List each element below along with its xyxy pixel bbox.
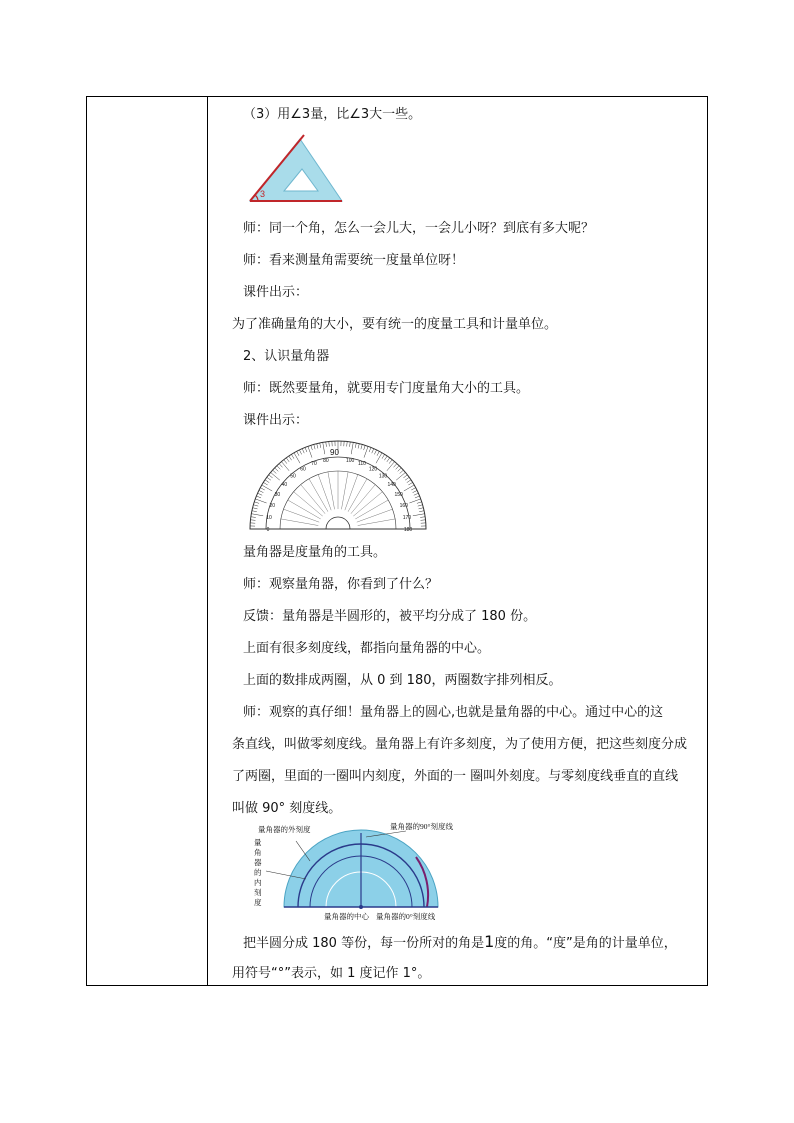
text-line-14: 师：观察的真仔细！量角器上的圆心,也就是量角器的中心。通过中心的这 xyxy=(243,705,664,720)
protractor-tick xyxy=(372,449,374,454)
text-line-8: 课件出示： xyxy=(243,413,309,428)
text-line-1: （3）用∠3量，比∠3大一些。 xyxy=(243,107,422,122)
protractor-tick xyxy=(403,475,407,478)
protractor-tick xyxy=(305,447,307,452)
protractor-tick xyxy=(297,451,299,455)
protractor-tick xyxy=(351,442,353,454)
protractor-tick xyxy=(314,444,315,449)
center-label: 量角器的中心 xyxy=(324,912,369,921)
protractor-tick xyxy=(398,468,402,471)
protractor-tick xyxy=(323,442,325,454)
protractor-tick xyxy=(317,444,318,449)
protractor-ray xyxy=(348,479,367,512)
protractor-tick xyxy=(253,508,258,509)
labeled-protractor-figure xyxy=(236,821,486,927)
protractor-scale-label: 160 xyxy=(399,503,408,510)
protractor-tick xyxy=(251,514,263,516)
protractor-tick xyxy=(409,499,420,503)
protractor-tick xyxy=(320,443,321,448)
protractor-tick xyxy=(364,445,366,450)
protractor-tick xyxy=(404,485,414,491)
protractor-tick xyxy=(369,447,371,452)
protractor-center-arc xyxy=(326,517,350,529)
text-line-15: 条直线，叫做零刻度线。量角器上有许多刻度，为了使用方便，把这些刻度分成 xyxy=(232,737,688,752)
inner-scale-char: 的 xyxy=(254,868,262,877)
text-line-3: 师：看来测量角需要统一度量单位呀！ xyxy=(243,253,465,268)
inner-scale-char: 刻 xyxy=(254,888,262,897)
text-line-9: 量角器是度量角的工具。 xyxy=(243,545,387,560)
protractor-figure xyxy=(246,433,430,533)
protractor-tick xyxy=(394,464,397,468)
text-line-7: 师：既然要量角，就要用专门度量角大小的工具。 xyxy=(243,381,530,396)
text-line-18a: 把半圆分成 180 等份，每一份所对的角是 xyxy=(243,936,485,951)
protractor-tick xyxy=(347,441,348,446)
protractor-tick xyxy=(361,444,362,449)
protractor-tick xyxy=(275,468,279,471)
text-line-16: 了两圈，里面的一圈叫内刻度，外面的一 圈叫外刻度。与零刻度线垂直的直线 xyxy=(232,769,679,784)
protractor-tick xyxy=(258,493,263,495)
protractor-scale-label: 140 xyxy=(387,482,396,489)
text-line-10: 师：观察量角器，你看到了什么？ xyxy=(243,577,439,592)
text-line-12: 上面有很多刻度线，都指向量角器的中心。 xyxy=(243,641,491,656)
center-point xyxy=(359,905,363,909)
protractor-scale-label: 110 xyxy=(357,461,366,468)
protractor-scale-label: 50 xyxy=(290,473,296,480)
protractor-scale-label: 100 xyxy=(345,458,355,465)
outer-scale-label: 量角器的外刻度 xyxy=(258,825,311,834)
protractor-scale-label: 70 xyxy=(311,461,317,468)
inner-scale-char: 器 xyxy=(254,858,262,867)
protractor-tick xyxy=(311,445,313,450)
protractor-tick xyxy=(387,458,390,462)
protractor-tick xyxy=(358,444,359,449)
protractor-scale-label: 10 xyxy=(266,514,272,521)
inner-scale-char: 角 xyxy=(254,848,262,857)
protractor-scale-label: 60 xyxy=(300,466,306,473)
protractor-scale-label: 150 xyxy=(394,492,403,498)
protractor-tick xyxy=(374,450,376,454)
content-cell xyxy=(208,97,707,985)
protractor-tick xyxy=(259,490,263,492)
text-line-18 xyxy=(243,934,677,952)
protractor-tick xyxy=(294,453,300,463)
inner-scale-char: 度 xyxy=(254,898,262,907)
protractor-tick xyxy=(329,441,330,446)
text-line-13: 上面的数排成两圈，从 0 到 180，两圈数字排列相反。 xyxy=(243,673,562,688)
protractor-scale-label: 20 xyxy=(269,503,276,510)
protractor-tick xyxy=(281,462,289,471)
angle-label: 3 xyxy=(260,189,266,199)
protractor-tick xyxy=(255,499,266,503)
protractor-tick xyxy=(420,517,425,518)
protractor-tick xyxy=(396,472,405,480)
text-line-2: 师：同一个角，怎么一会儿大，一会儿小呀？到底有多大呢？ xyxy=(243,221,595,236)
protractor-tick xyxy=(419,511,424,512)
protractor-tick xyxy=(355,443,356,448)
protractor-scale-label: 120 xyxy=(368,466,378,473)
protractor-ray xyxy=(353,492,382,516)
protractor-tick xyxy=(387,462,395,471)
protractor-tick xyxy=(269,475,273,478)
protractor-ray xyxy=(355,500,388,519)
protractor-ray xyxy=(294,492,323,516)
protractor-tick xyxy=(389,460,392,464)
protractor-tick xyxy=(414,493,419,495)
protractor-tick xyxy=(279,464,282,468)
protractor-tick xyxy=(407,480,411,483)
protractor-tick xyxy=(260,488,264,490)
set-square-figure xyxy=(246,133,346,205)
protractor-ray xyxy=(309,479,328,512)
protractor-scale-label: 180 xyxy=(403,527,413,533)
protractor-ray xyxy=(288,500,321,519)
inner-scale-char: 量 xyxy=(254,838,262,847)
protractor-tick xyxy=(253,505,258,506)
protractor-tick xyxy=(405,477,409,480)
lesson-table xyxy=(86,96,708,986)
protractor-tick xyxy=(273,470,277,473)
zero-line-label: 量角器的0°刻度线 xyxy=(376,912,436,921)
protractor-tick xyxy=(326,442,327,447)
protractor-tick xyxy=(267,477,271,480)
protractor-tick xyxy=(256,496,261,498)
inner-scale-label xyxy=(254,837,262,907)
text-line-18b: 1 xyxy=(484,932,495,951)
text-line-19: 用符号“°”表示，如 1 度记作 1°。 xyxy=(232,966,431,981)
protractor-tick xyxy=(289,456,292,460)
protractor-tick xyxy=(265,480,269,483)
protractor-scale-label: 80 xyxy=(323,458,329,465)
protractor-scale-label: 130 xyxy=(378,473,388,480)
protractor-tick xyxy=(411,488,415,490)
protractor-tick xyxy=(277,466,280,470)
protractor-tick xyxy=(271,472,280,480)
protractor-tick xyxy=(263,482,267,485)
protractor-tick xyxy=(421,520,426,521)
protractor-scale-label: 30 xyxy=(274,492,281,498)
text-line-5: 为了准确量角的大小，要有统一的度量工具和计量单位。 xyxy=(232,317,558,332)
protractor-tick xyxy=(417,502,422,504)
protractor-tick xyxy=(400,470,404,473)
text-line-18c: 度的角。“度”是角的计量单位， xyxy=(494,936,677,951)
text-line-11: 反馈：量角器是半圆形的，被平均分成了 180 份。 xyxy=(243,609,537,624)
protractor-tick xyxy=(419,508,424,509)
protractor-tick xyxy=(251,517,256,518)
protractor-tick xyxy=(254,502,259,504)
protractor-90-label: 90 xyxy=(330,448,339,457)
protractor-tick xyxy=(377,451,379,455)
protractor-tick xyxy=(299,450,301,454)
protractor-tick xyxy=(252,511,257,512)
protractor-tick xyxy=(286,458,289,462)
protractor-tick xyxy=(418,505,423,506)
protractor-tick xyxy=(302,449,304,454)
protractor-tick xyxy=(284,460,287,464)
protractor-tick xyxy=(308,446,312,457)
protractor-tick xyxy=(350,442,351,447)
protractor-tick xyxy=(408,482,412,485)
protractor-scale-label: 170 xyxy=(402,514,412,521)
protractor-tick xyxy=(382,454,385,458)
protractor-ray xyxy=(351,485,375,514)
protractor-tick xyxy=(384,456,387,460)
protractor-tick xyxy=(250,520,255,521)
protractor-tick xyxy=(415,496,420,498)
protractor-tick xyxy=(413,490,417,492)
text-line-4: 课件出示： xyxy=(243,285,309,300)
protractor-tick xyxy=(262,485,272,491)
inner-scale-char: 内 xyxy=(254,878,262,887)
text-line-6: 2、认识量角器 xyxy=(243,349,330,364)
text-line-17: 叫做 90° 刻度线。 xyxy=(232,801,342,816)
protractor-tick xyxy=(376,453,382,463)
protractor-tick xyxy=(291,454,294,458)
protractor-tick xyxy=(413,514,425,516)
protractor-tick xyxy=(364,446,368,457)
ninety-line-label: 量角器的90°刻度线 xyxy=(390,822,453,831)
protractor-ray xyxy=(301,485,325,514)
protractor-scale-label: 40 xyxy=(281,482,288,489)
protractor-scale-label: 0 xyxy=(266,527,270,533)
protractor-tick xyxy=(396,466,399,470)
